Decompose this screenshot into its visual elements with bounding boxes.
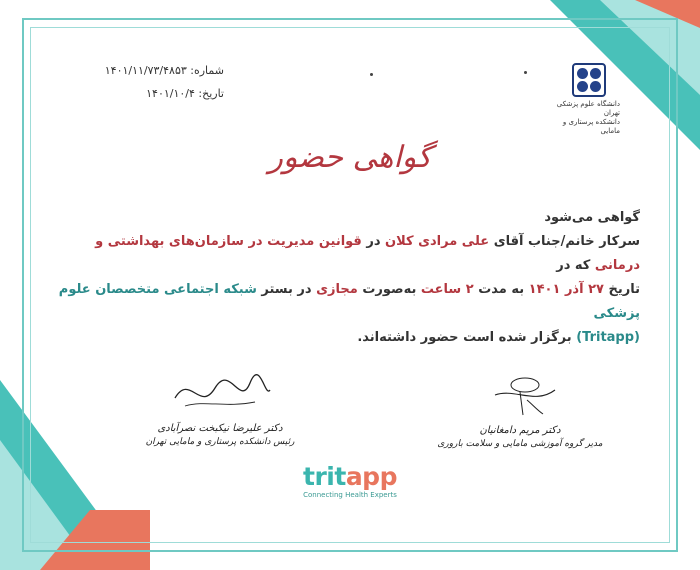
course-date: ۲۷ آذر ۱۴۰۱ <box>528 282 604 297</box>
signer-right-role: مدیر گروه آموزشی مامایی و سلامت باروری <box>437 439 603 449</box>
university-emblem-icon <box>572 63 606 97</box>
signature-scribble-right <box>465 370 575 420</box>
course-duration: ۲ ساعت <box>420 282 474 297</box>
signature-scribble-left <box>165 368 275 418</box>
body-line-2: سرکار خانم/جناب آقای علی مرادی کلان در قوانین مدیریت در سازمان‌های بهداشتی و درمانی که در <box>95 234 640 273</box>
platform-brand: (Tritapp) <box>576 330 640 345</box>
attendee-name: علی مرادی کلان <box>385 234 490 249</box>
university-line-1: دانشگاه علوم پزشکی تهران <box>556 100 620 117</box>
signer-right-name: دکتر مریم دامغانیان <box>479 425 561 436</box>
mark-dot <box>524 71 527 74</box>
body-line-1: گواهی می‌شود <box>544 210 640 225</box>
course-name: قوانین مدیریت در سازمان‌های بهداشتی و درمانی <box>95 234 640 273</box>
tritapp-tagline: Connecting Health Experts <box>303 491 397 499</box>
certificate-title: گواهی حضور <box>268 140 432 175</box>
body-line-4: (Tritapp) برگزار شده است حضور داشته‌اند. <box>357 330 640 345</box>
signer-left-role: رئیس دانشکده پرستاری و مامایی تهران <box>145 437 295 447</box>
certificate-number: شماره: ۱۴۰۱/۱۱/۷۳/۴۸۵۳ <box>104 64 224 77</box>
university-name <box>550 100 620 136</box>
signature-block-left <box>125 368 315 448</box>
certificate-date: تاریخ: ۱۴۰۱/۱۰/۴ <box>146 87 224 100</box>
university-line-2: دانشکده پرستاری و مامایی <box>562 118 620 135</box>
signer-left-name: دکتر علیرضا نیکبخت نصرآبادی <box>157 423 283 434</box>
platform-name: شبکه اجتماعی متخصصان علوم پزشکی <box>58 282 640 321</box>
mark-dot <box>370 73 373 76</box>
tritapp-logo: tritapp Connecting Health Experts <box>290 464 410 499</box>
certificate-body <box>56 206 640 350</box>
signature-block-right <box>430 370 610 450</box>
course-mode: مجازی <box>316 282 358 297</box>
body-line-3: تاریخ ۲۷ آذر ۱۴۰۱ به مدت ۲ ساعت به‌صورت مجازی در بستر شبکه اجتماعی متخصصان علوم پزشکی <box>58 282 640 321</box>
